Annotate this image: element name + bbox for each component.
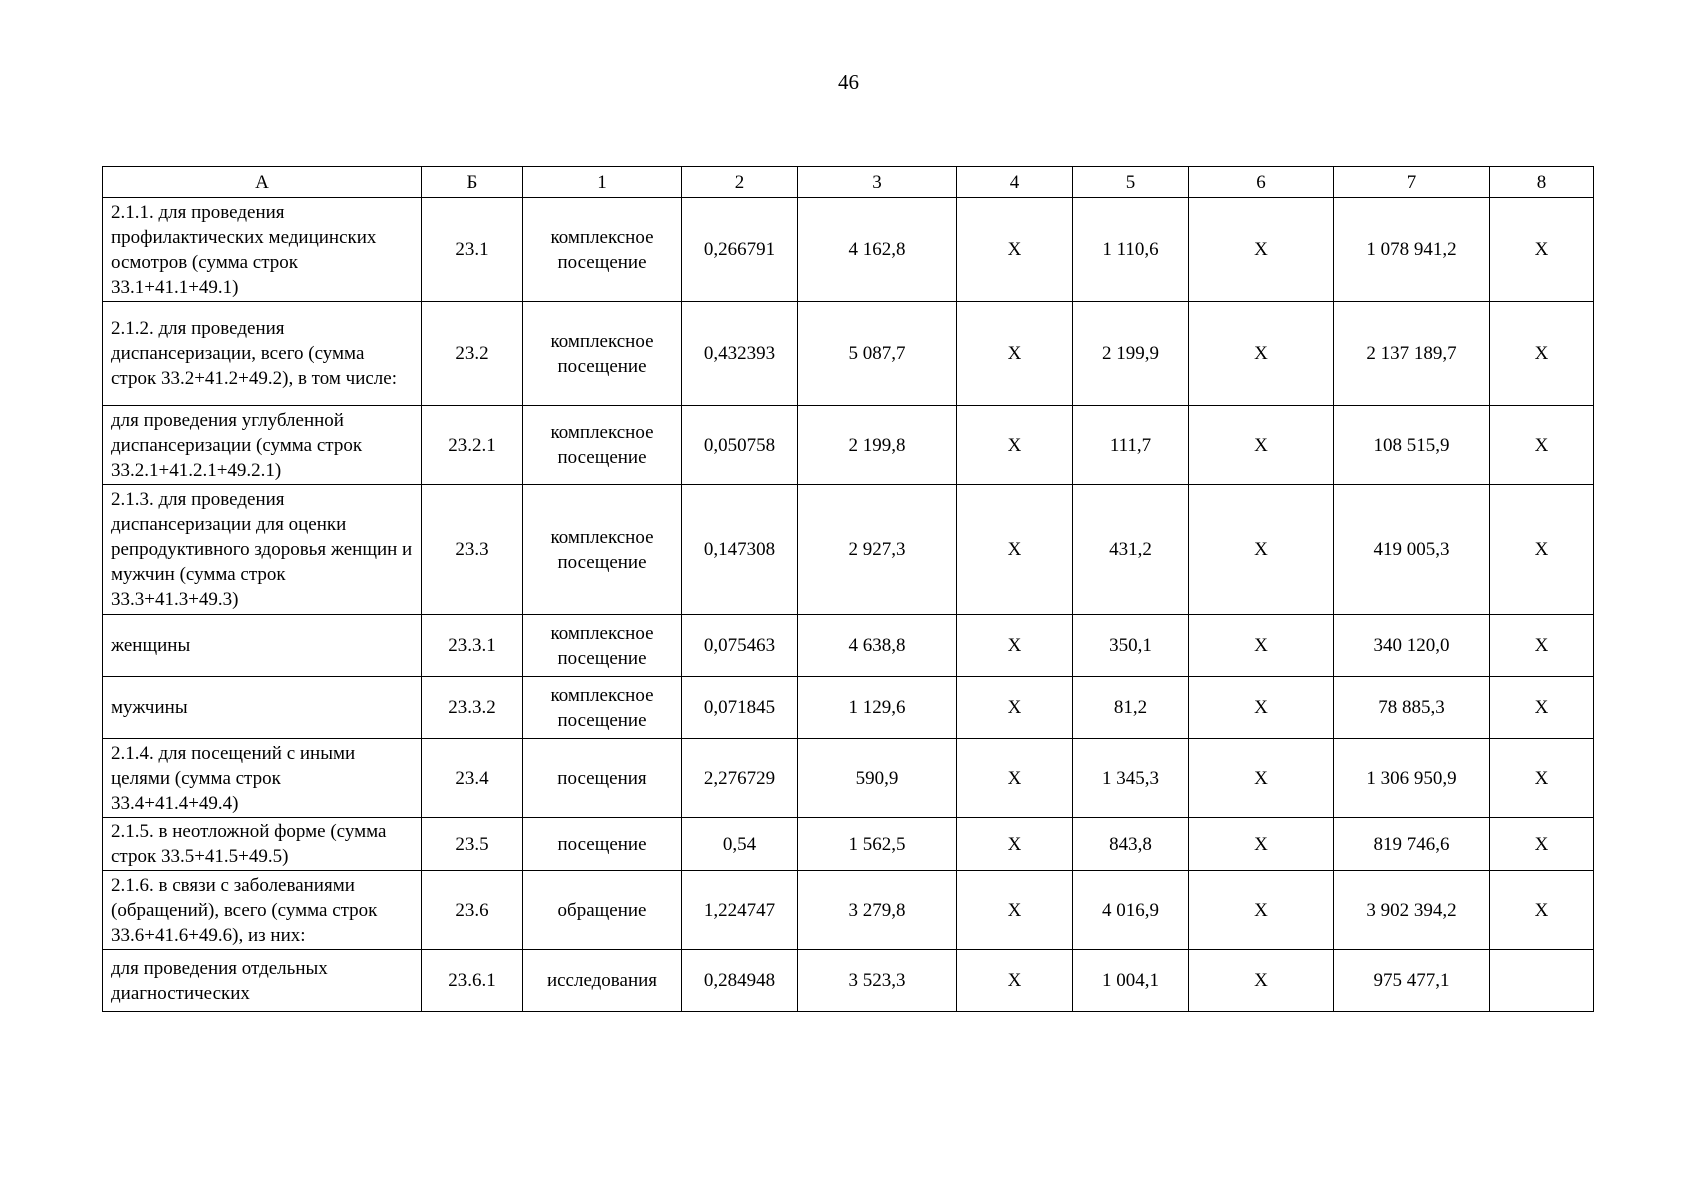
unit-cell: комплексное посещение	[523, 198, 682, 302]
value-cell: X	[1490, 302, 1594, 406]
value-cell: 0,071845	[682, 677, 798, 739]
value-cell: 2,276729	[682, 739, 798, 818]
value-cell: 0,54	[682, 818, 798, 871]
value-cell: 0,432393	[682, 302, 798, 406]
value-cell: X	[957, 950, 1073, 1012]
value-cell: 431,2	[1073, 485, 1189, 615]
value-cell: X	[957, 739, 1073, 818]
column-header: 8	[1490, 167, 1594, 198]
value-cell: 819 746,6	[1334, 818, 1490, 871]
value-cell: X	[1490, 818, 1594, 871]
table-row	[103, 739, 1594, 818]
value-cell: 350,1	[1073, 615, 1189, 677]
value-cell: 1 345,3	[1073, 739, 1189, 818]
table-row	[103, 950, 1594, 1012]
value-cell: X	[957, 818, 1073, 871]
value-cell: 111,7	[1073, 406, 1189, 485]
unit-cell: посещение	[523, 818, 682, 871]
unit-cell: комплексное посещение	[523, 406, 682, 485]
value-cell: X	[1189, 818, 1334, 871]
value-cell: X	[1189, 198, 1334, 302]
value-cell: 2 199,8	[798, 406, 957, 485]
value-cell: X	[1490, 198, 1594, 302]
value-cell: 419 005,3	[1334, 485, 1490, 615]
value-cell: X	[1189, 485, 1334, 615]
value-cell: X	[1189, 739, 1334, 818]
row-code-cell: 23.3.1	[422, 615, 523, 677]
value-cell: 1 110,6	[1073, 198, 1189, 302]
value-cell: X	[1490, 406, 1594, 485]
value-cell	[1490, 950, 1594, 1012]
value-cell: X	[1490, 615, 1594, 677]
value-cell: 1 129,6	[798, 677, 957, 739]
column-header: А	[103, 167, 422, 198]
value-cell: 3 902 394,2	[1334, 871, 1490, 950]
row-name-cell: 2.1.6. в связи с заболеваниями (обращений), всего (сумма строк 33.6+41.6+49.6), из них:	[103, 871, 422, 950]
value-cell: X	[1189, 302, 1334, 406]
table-row	[103, 615, 1594, 677]
value-cell: X	[1189, 615, 1334, 677]
row-code-cell: 23.5	[422, 818, 523, 871]
row-code-cell: 23.3	[422, 485, 523, 615]
value-cell: X	[957, 615, 1073, 677]
row-name-cell: 2.1.4. для посещений с иными целями (сумма строк 33.4+41.4+49.4)	[103, 739, 422, 818]
value-cell: 4 016,9	[1073, 871, 1189, 950]
table-row	[103, 485, 1594, 615]
row-name-cell: для проведения отдельных диагностических	[103, 950, 422, 1012]
value-cell: 1 004,1	[1073, 950, 1189, 1012]
value-cell: 4 638,8	[798, 615, 957, 677]
unit-cell: комплексное посещение	[523, 485, 682, 615]
value-cell: 0,075463	[682, 615, 798, 677]
table-row	[103, 406, 1594, 485]
value-cell: 5 087,7	[798, 302, 957, 406]
value-cell: 0,050758	[682, 406, 798, 485]
row-name-cell: мужчины	[103, 677, 422, 739]
value-cell: X	[957, 406, 1073, 485]
row-name-cell: женщины	[103, 615, 422, 677]
value-cell: X	[957, 198, 1073, 302]
value-cell: 1 562,5	[798, 818, 957, 871]
value-cell: 1 078 941,2	[1334, 198, 1490, 302]
row-name-cell: 2.1.5. в неотложной форме (сумма строк 33.5+41.5+49.5)	[103, 818, 422, 871]
row-code-cell: 23.6.1	[422, 950, 523, 1012]
value-cell: 108 515,9	[1334, 406, 1490, 485]
unit-cell: комплексное посещение	[523, 677, 682, 739]
value-cell: 2 137 189,7	[1334, 302, 1490, 406]
row-name-cell: 2.1.1. для проведения профилактических медицинских осмотров (сумма строк 33.1+41.1+49.1)	[103, 198, 422, 302]
row-code-cell: 23.6	[422, 871, 523, 950]
value-cell: 3 523,3	[798, 950, 957, 1012]
value-cell: 81,2	[1073, 677, 1189, 739]
value-cell: X	[1490, 485, 1594, 615]
value-cell: 843,8	[1073, 818, 1189, 871]
table-row	[103, 677, 1594, 739]
row-code-cell: 23.2.1	[422, 406, 523, 485]
column-header: 6	[1189, 167, 1334, 198]
value-cell: X	[1189, 406, 1334, 485]
value-cell: 78 885,3	[1334, 677, 1490, 739]
table-row	[103, 871, 1594, 950]
value-cell: 3 279,8	[798, 871, 957, 950]
value-cell: 975 477,1	[1334, 950, 1490, 1012]
value-cell: 2 927,3	[798, 485, 957, 615]
column-header: 5	[1073, 167, 1189, 198]
value-cell: 1,224747	[682, 871, 798, 950]
value-cell: 340 120,0	[1334, 615, 1490, 677]
value-cell: X	[1189, 950, 1334, 1012]
value-cell: X	[957, 677, 1073, 739]
value-cell: 590,9	[798, 739, 957, 818]
row-code-cell: 23.1	[422, 198, 523, 302]
value-cell: 2 199,9	[1073, 302, 1189, 406]
value-cell: 1 306 950,9	[1334, 739, 1490, 818]
unit-cell: посещения	[523, 739, 682, 818]
value-cell: 0,147308	[682, 485, 798, 615]
value-cell: X	[1490, 739, 1594, 818]
table-row	[103, 198, 1594, 302]
row-code-cell: 23.3.2	[422, 677, 523, 739]
value-cell: X	[957, 302, 1073, 406]
column-header: Б	[422, 167, 523, 198]
unit-cell: исследования	[523, 950, 682, 1012]
row-code-cell: 23.2	[422, 302, 523, 406]
column-header: 3	[798, 167, 957, 198]
column-header: 7	[1334, 167, 1490, 198]
value-cell: 0,284948	[682, 950, 798, 1012]
row-name-cell: 2.1.2. для проведения диспансеризации, всего (сумма строк 33.2+41.2+49.2), в том числе:	[103, 302, 422, 406]
value-cell: X	[1490, 677, 1594, 739]
unit-cell: комплексное посещение	[523, 615, 682, 677]
value-cell: X	[957, 871, 1073, 950]
data-table	[102, 166, 1594, 1012]
unit-cell: обращение	[523, 871, 682, 950]
value-cell: X	[1189, 871, 1334, 950]
page-number: 46	[838, 70, 859, 94]
unit-cell: комплексное посещение	[523, 302, 682, 406]
header-row	[103, 167, 1594, 198]
value-cell: 0,266791	[682, 198, 798, 302]
value-cell: X	[1490, 871, 1594, 950]
column-header: 4	[957, 167, 1073, 198]
table-row	[103, 818, 1594, 871]
table-row	[103, 302, 1594, 406]
value-cell: 4 162,8	[798, 198, 957, 302]
value-cell: X	[957, 485, 1073, 615]
row-name-cell: для проведения углубленной диспансеризации (сумма строк 33.2.1+41.2.1+49.2.1)	[103, 406, 422, 485]
value-cell: X	[1189, 677, 1334, 739]
column-header: 2	[682, 167, 798, 198]
row-code-cell: 23.4	[422, 739, 523, 818]
row-name-cell: 2.1.3. для проведения диспансеризации для оценки репродуктивного здоровья женщин и мужчин (сумма строк 33.3+41.3+49.3)	[103, 485, 422, 615]
column-header: 1	[523, 167, 682, 198]
